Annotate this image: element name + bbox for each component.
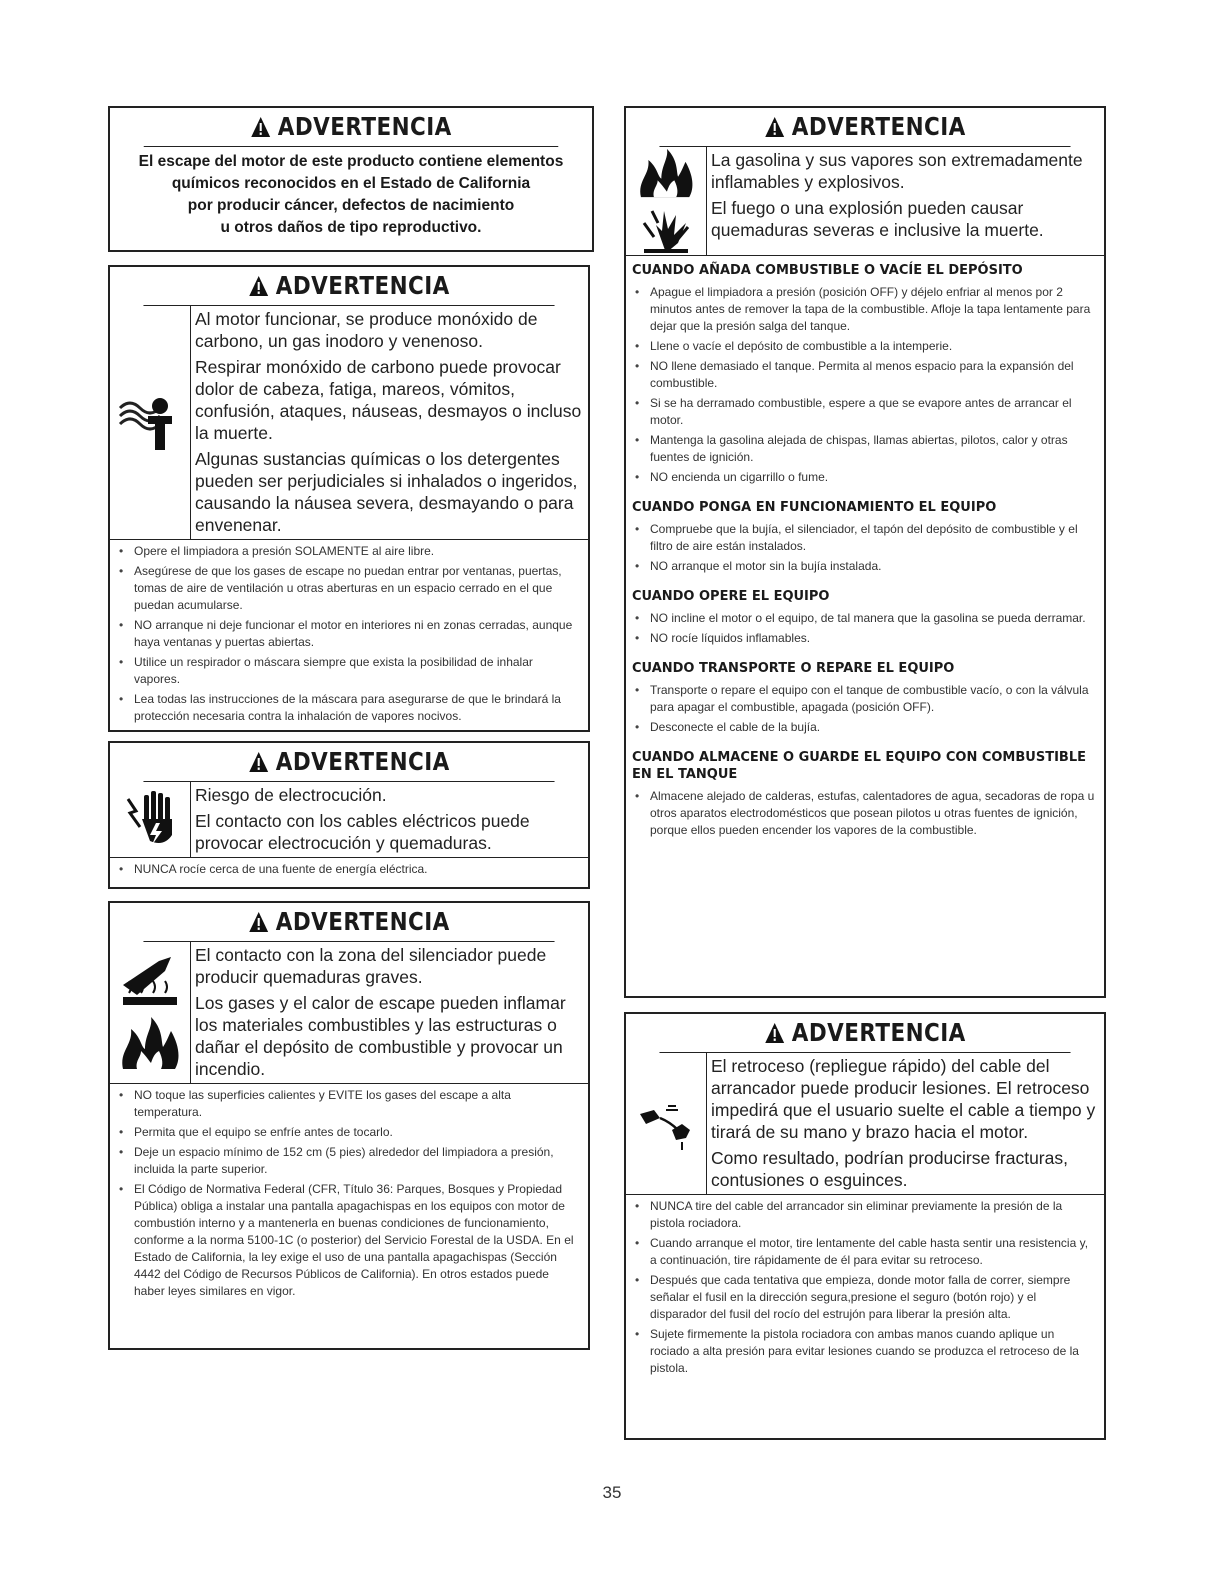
warning-statement: Como resultado, podrían producirse fracturas, contusiones o esguinces. — [711, 1148, 1068, 1190]
prop65-line: El escape del motor de este producto contiene elementos — [138, 153, 564, 170]
pictogram-cell — [626, 147, 707, 255]
warning-header — [659, 108, 1070, 147]
warning-triangle-icon — [764, 116, 785, 138]
precaution-list — [626, 518, 1104, 582]
warning-header — [143, 743, 554, 782]
list-item: • Lea todas las instrucciones de la máscara para asegurarse de que le brindará la protección necesaria contra la inhalación de vapores nocivos. — [134, 691, 580, 725]
section-heading: CUANDO TRANSPORTE O REPARE EL EQUIPO — [632, 661, 955, 676]
precaution-list — [626, 785, 1104, 846]
fuel-section — [626, 582, 1104, 654]
list-item: • NO llene demasiado el tanque. Permita al menos espacio para la expansión del combustible. — [650, 358, 1096, 392]
warning-triangle-icon — [764, 1022, 785, 1044]
warning-statement: El contacto con los cables eléctricos puede provocar electrocución y quemaduras. — [195, 811, 530, 853]
list-item: • Compruebe que la bujía, el silenciador, el tapón del depósito de combustible y el filtro de aire están instalados. — [650, 521, 1096, 555]
list-item: • NO arranque el motor sin la bujía instalada. — [650, 558, 1096, 575]
list-item: • Cuando arranque el motor, tire lentamente del cable hasta sentir una resistencia y, a continuación, tire rápidamente de él para evitar su retroceso. — [650, 1235, 1096, 1269]
warning-picto-row — [110, 782, 588, 858]
section-heading: CUANDO AÑADA COMBUSTIBLE O VACÍE EL DEPÓSITO — [632, 263, 1023, 278]
section-heading: CUANDO ALMACENE O GUARDE EL EQUIPO CON COMBUSTIBLE EN EL TANQUE — [632, 750, 1086, 782]
list-item: • Llene o vacíe el depósito de combustible a la intemperie. — [650, 338, 1096, 355]
warning-picto-row — [110, 942, 588, 1084]
list-item: • El Código de Normativa Federal (CFR, Título 36: Parques, Bosques y Propiedad Pública) obliga a instalar una pantalla apagachispas en los equipos con motor de combustión interno y a mantenerla en buenas condiciones de funcionamiento, conforme a la norma 5100-1C (o posterior) del Servicio Forestal de la USDA. En el Estado de California, la ley exige el uso de una pantalla apagachispas (Sección 4442 del Código de Recursos Públicos de California). En otros estados puede haber leyes similares en vigor. — [134, 1181, 580, 1300]
list-item: • Deje un espacio mínimo de 152 cm (5 pies) alrededor del limpiadora a presión, incluida la parte superior. — [134, 1144, 580, 1178]
carbon-monoxide-warning-box — [108, 265, 590, 732]
section-heading: CUANDO PONGA EN FUNCIONAMIENTO EL EQUIPO — [632, 500, 997, 515]
precaution-list — [110, 858, 588, 885]
pictogram-cell — [110, 782, 191, 857]
warning-header — [143, 903, 554, 942]
list-item: • NO encienda un cigarrillo o fume. — [650, 469, 1096, 486]
section-heading: CUANDO OPERE EL EQUIPO — [632, 589, 830, 604]
fuel-section — [626, 493, 1104, 582]
precaution-list — [110, 1084, 588, 1307]
warning-triangle-icon — [248, 275, 269, 297]
precaution-list — [626, 281, 1104, 493]
list-item: • Almacene alejado de calderas, estufas, calentadores de agua, secadoras de ropa u otros aparatos electrodomésticos que posean pilotos u otras fuentes de ignición, porque ellos pueden encender los vapores de la combustible. — [650, 788, 1096, 839]
warning-title: ADVERTENCIA — [275, 907, 450, 936]
warning-statements — [191, 942, 588, 1083]
list-item: • NUNCA rocíe cerca de una fuente de energía eléctrica. — [134, 861, 580, 878]
warning-title: ADVERTENCIA — [275, 271, 450, 300]
list-item: • NO incline el motor o el equipo, de tal manera que la gasolina se pueda derramar. — [650, 610, 1096, 627]
list-item: • Utilice un respirador o máscara siempre que exista la posibilidad de inhalar vapores. — [134, 654, 580, 688]
fuel-section — [626, 256, 1104, 493]
pictogram-cell — [626, 1053, 707, 1194]
prop65-line: por producir cáncer, defectos de nacimiento — [187, 197, 515, 214]
warning-statement: La gasolina y sus vapores son extremadamente inflamables y explosivos. — [711, 150, 1083, 192]
warning-triangle-icon — [248, 911, 269, 933]
toxic-fumes-icon — [118, 394, 182, 452]
pictogram-cell — [110, 306, 191, 539]
fire-icon — [635, 147, 697, 199]
fire-icon — [119, 1015, 181, 1071]
prop65-warning-box — [108, 106, 594, 252]
fuel-warning-box — [624, 106, 1106, 998]
warning-picto-row — [110, 306, 588, 540]
warning-title: ADVERTENCIA — [791, 1018, 966, 1047]
prop65-line: u otros daños de tipo reproductivo. — [220, 219, 482, 236]
warning-statement: El fuego o una explosión pueden causar quemaduras severas e inclusive la muerte. — [711, 198, 1044, 240]
warning-picto-row — [626, 1053, 1104, 1195]
warning-statement: Algunas sustancias químicas o los detergentes pueden ser perjudiciales si inhalados o ingeridos, causando la náusea severa, desmayando o para envenenar. — [195, 449, 578, 535]
precaution-list — [626, 607, 1104, 654]
starter-kickback-icon — [636, 1096, 696, 1152]
list-item: • Desconecte el cable de la bujía. — [650, 719, 1096, 736]
electric-shock-icon — [122, 789, 178, 851]
warning-title: ADVERTENCIA — [275, 747, 450, 776]
warning-statement: Riesgo de electrocución. — [195, 785, 387, 805]
list-item: • NO toque las superficies calientes y EVITE los gases del escape a alta temperatura. — [134, 1087, 580, 1121]
warning-statements — [191, 306, 588, 539]
warning-statement: Respirar monóxido de carbono puede provocar dolor de cabeza, fatiga, mareos, vómitos, confusión, ataques, náuseas, desmayos o incluso la muerte. — [195, 357, 582, 443]
explosion-icon — [638, 205, 694, 255]
warning-triangle-icon — [248, 751, 269, 773]
list-item: • NO arranque ni deje funcionar el motor en interiores ni en zonas cerradas, aunque haya ventanas y puertas abiertas. — [134, 617, 580, 651]
precaution-list — [626, 1195, 1104, 1384]
list-item: • Transporte o repare el equipo con el tanque de combustible vacío, o con la válvula para apagar el combustible, apagada (posición OFF). — [650, 682, 1096, 716]
warning-triangle-icon — [250, 116, 271, 138]
prop65-text — [110, 147, 592, 247]
electrocution-warning-box — [108, 741, 590, 889]
list-item: • Sujete firmemente la pistola rociadora con ambas manos cuando aplique un rociado a alta presión para evitar lesiones cuando se produzca el retroceso de la pistola. — [650, 1326, 1096, 1377]
warning-statement: Al motor funcionar, se produce monóxido de carbono, un gas inodoro y venenoso. — [195, 309, 538, 351]
fuel-section — [626, 654, 1104, 743]
list-item: • Asegúrese de que los gases de escape no puedan entrar por ventanas, puertas, tomas de aire de ventilación u otras aberturas en un espacio cerrado en el que puedan acumularse. — [134, 563, 580, 614]
warning-statements — [707, 147, 1104, 255]
warning-header — [143, 267, 554, 306]
list-item: • Mantenga la gasolina alejada de chispas, llamas abiertas, pilotos, calor y otras fuentes de ignición. — [650, 432, 1096, 466]
warning-statement: El contacto con la zona del silenciador puede producir quemaduras graves. — [195, 945, 547, 987]
hot-surface-icon — [119, 955, 181, 1009]
prop65-line: químicos reconocidos en el Estado de California — [171, 175, 531, 192]
fuel-section — [626, 743, 1104, 846]
warning-statements — [191, 782, 588, 857]
warning-title: ADVERTENCIA — [791, 112, 966, 141]
list-item: • Permita que el equipo se enfríe antes de tocarlo. — [134, 1124, 580, 1141]
list-item: • Si se ha derramado combustible, espere a que se evapore antes de arrancar el motor. — [650, 395, 1096, 429]
list-item: • NO rocíe líquidos inflamables. — [650, 630, 1096, 647]
warning-title: ADVERTENCIA — [277, 112, 452, 141]
precaution-list — [626, 679, 1104, 743]
list-item: • Después que cada tentativa que empieza, donde motor falla de correr, siempre señalar el fusil en la dirección segura,presione el seguro (botón rojo) y el disparador del fusil del rocío del estrujón para liberar la presión alta. — [650, 1272, 1096, 1323]
warning-picto-row — [626, 147, 1104, 256]
list-item: • NUNCA tire del cable del arrancador sin eliminar previamente la presión de la pistola rociadora. — [650, 1198, 1096, 1232]
warning-statements — [707, 1053, 1104, 1194]
page-number: 35 — [602, 1483, 622, 1502]
warning-statement: Los gases y el calor de escape pueden inflamar los materiales combustibles y las estructuras o dañar el depósito de combustible y provocar un incendio. — [195, 993, 566, 1079]
precaution-list — [110, 540, 588, 732]
pictogram-cell — [110, 942, 191, 1083]
warning-header — [659, 1014, 1070, 1053]
warning-statement: El retroceso (repliegue rápido) del cable del arrancador puede producir lesiones. El retroceso impedirá que el usuario suelte el cable a tiempo y tirará de su mano y brazo hacia el motor. — [711, 1056, 1096, 1142]
list-item: • Apague el limpiadora a presión (posición OFF) y déjelo enfriar al menos por 2 minutos antes de remover la tapa de la combustible. Afloje la tapa lentamente para dejar que la presión salga del tanque. — [650, 284, 1096, 335]
warning-header — [144, 108, 559, 147]
kickback-warning-box — [624, 1012, 1106, 1440]
list-item: • Opere el limpiadora a presión SOLAMENTE al aire libre. — [134, 543, 580, 560]
burn-warning-box — [108, 901, 590, 1350]
